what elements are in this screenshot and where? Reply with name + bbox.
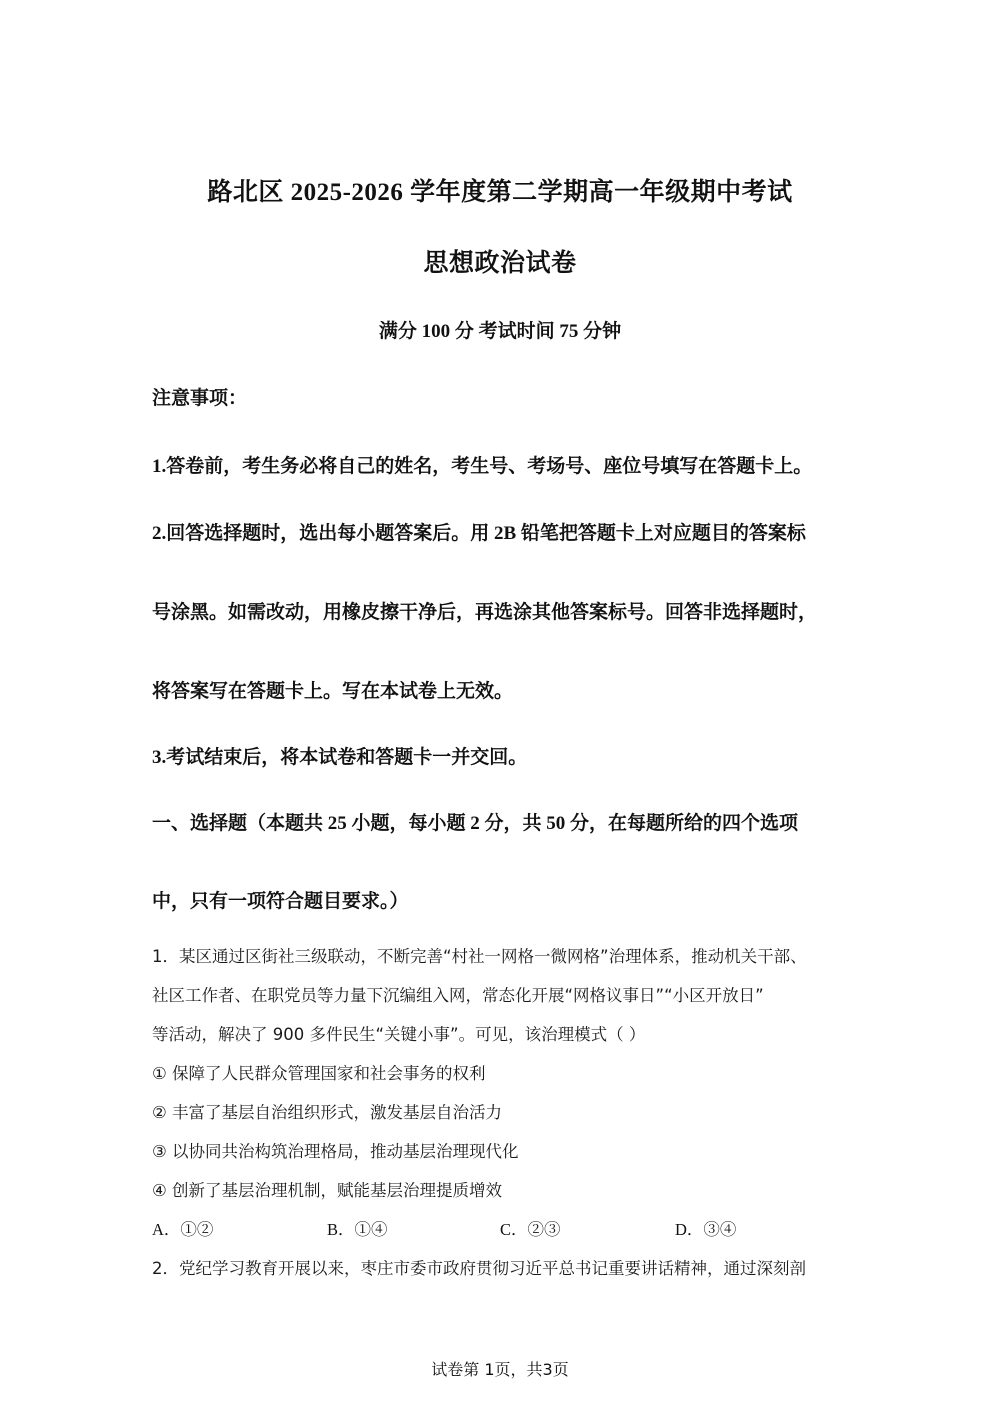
question-1-statement-2: ② 丰富了基层自治组织形式，激发基层自治活力 [152,1103,503,1122]
notice-item-3: 3.考试结束后，将本试卷和答题卡一并交回。 [152,747,528,768]
question-2-stem-line-1: 2．党纪学习教育开展以来，枣庄市委市政府贯彻习近平总书记重要讲话精神，通过深刻剖 [152,1259,806,1278]
question-1-stem-line-2: 社区工作者、在职党员等力量下沉编组入网，常态化开展“网格议事日”“小区开放日” [152,986,764,1005]
notice-item-2-line-1: 2.回答选择题时，选出每小题答案后。用 2B 铅笔把答题卡上对应题目的答案标 [152,523,806,544]
question-1-option-b: B．①④ [327,1220,388,1239]
section-heading-line-1: 一、选择题（本题共 25 小题，每小题 2 分，共 50 分，在每题所给的四个选项 [152,813,799,834]
question-1-statement-1: ① 保障了人民群众管理国家和社会事务的权利 [152,1064,486,1083]
question-1-statement-3: ③ 以协同共治构筑治理格局，推动基层治理现代化 [152,1142,519,1161]
exam-subject-title: 思想政治试卷 [423,250,577,277]
question-1-stem-line-1: 1．某区通过区街社三级联动，不断完善“村社一网格一微网格”治理体系，推动机关干部、 [152,947,807,966]
page-footer: 试卷第 1页，共3页 [431,1360,569,1379]
notice-heading: 注意事项： [152,388,248,409]
notice-item-2-line-2: 号涂黑。如需改动，用橡皮擦干净后，再选涂其他答案标号。回答非选择题时， [152,602,818,623]
exam-title: 路北区 2025-2026 学年度第二学期高一年级期中考试 [207,179,793,206]
question-1-statement-4: ④ 创新了基层治理机制，赋能基层治理提质增效 [152,1181,503,1200]
question-1-stem-line-3: 等活动，解决了 900 多件民生“关键小事”。可见，该治理模式（ ） [152,1025,646,1044]
question-1-option-c: C．②③ [500,1220,561,1239]
section-heading-line-2: 中，只有一项符合题目要求。） [152,891,409,912]
question-1-option-d: D．③④ [675,1220,737,1239]
question-1-option-a: A．①② [152,1220,214,1239]
notice-item-2-line-3: 将答案写在答题卡上。写在本试卷上无效。 [152,681,514,702]
notice-item-1: 1.答卷前，考生务必将自己的姓名，考生号、考场号、座位号填写在答题卡上。 [152,456,813,477]
score-time-info: 满分 100 分 考试时间 75 分钟 [378,321,622,342]
